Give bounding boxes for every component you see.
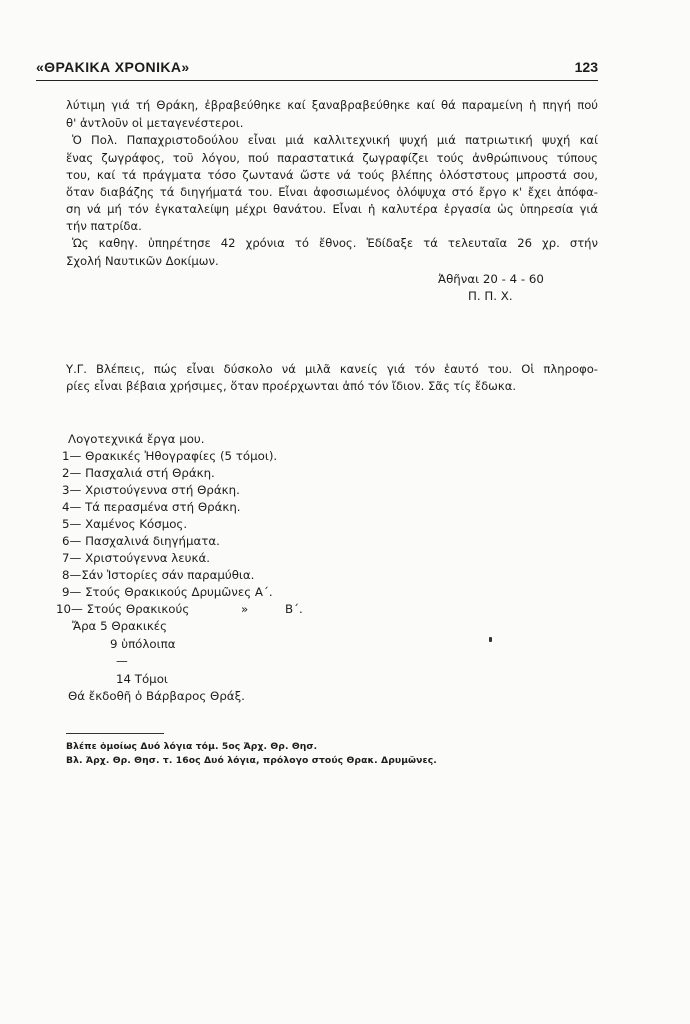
list-item xyxy=(62,483,240,497)
body-line: ὅταν διαβάζης τά διηγήματά του. Εἶναι ἀφοσιωμένος ὁλόψυχα στό ἔργο κ' ἔχει ἀπόφα- xyxy=(66,185,598,199)
signature-place-date: Ἀθῆναι 20 - 4 - 60 xyxy=(438,272,544,286)
item-number: 2— xyxy=(62,466,82,480)
works-publisher-note: Θά ἔκδοθῆ ὁ Βάρβαρος Θράξ. xyxy=(68,689,245,703)
item-number: 4— xyxy=(62,500,82,514)
sum-rule: — xyxy=(116,654,128,668)
item-title: Χριστούγεννα λευκά. xyxy=(85,551,210,565)
item-title: Θρακικές Ἠθογραφίες (5 τόμοι). xyxy=(85,449,278,463)
item-number: 5— xyxy=(62,517,82,531)
item-title: Στούς Θρακικούς Δρυμῶνες Α΄. xyxy=(85,585,273,599)
footnote: Βλ. Ἀρχ. Θρ. Θησ. τ. 16ος Δυό λόγια, πρόλογο στούς Θρακ. Δρυμῶνες. xyxy=(66,755,437,766)
list-item xyxy=(62,466,215,480)
item-number: 9— xyxy=(62,585,82,599)
item-title: Σάν Ἱστορίες σάν παραμύθια. xyxy=(81,568,255,582)
list-item xyxy=(62,517,187,531)
works-sum-line: 9 ὑπόλοιπα xyxy=(110,637,176,651)
ditto-mark: » xyxy=(241,602,249,616)
body-line: τήν πατρίδα. xyxy=(66,219,142,233)
list-item xyxy=(62,568,254,582)
signature-initials: Π. Π. Χ. xyxy=(468,289,513,303)
running-header xyxy=(36,56,598,81)
page-number: 123 xyxy=(574,59,598,75)
item-number: 10— xyxy=(56,602,83,616)
item-number: 3— xyxy=(62,483,82,497)
body-line: θ' ἀντλοῦν οἱ μεταγενέστεροι. xyxy=(66,116,244,130)
list-item xyxy=(62,534,220,548)
works-sum-line: Ἄρα 5 Θρακικές xyxy=(72,619,168,633)
item-number: 6— xyxy=(62,534,82,548)
running-title: «ΘΡΑΚΙΚΑ ΧΡΟΝΙΚΑ» xyxy=(36,59,190,75)
list-item xyxy=(62,551,210,565)
item-title: Τά περασμένα στή Θράκη. xyxy=(85,500,241,514)
volume-label: Β΄. xyxy=(285,602,303,616)
works-heading: Λογοτεχνικά ἔργα μου. xyxy=(68,432,205,446)
body-line: ση νά μή τόν ἐγκαταλείψη μέχρι θανάτου. Εἶναι ἡ καλυτέρα ἐργασία ὡς ὑπηρεσία γιά xyxy=(66,202,598,216)
body-line: του, καί τά πράγματα τόσο ζωντανά ὥστε νά τούς βλέπης ὁλόστστους μπροστά σου, xyxy=(66,168,598,182)
item-number: 7— xyxy=(62,551,82,565)
item-title: Στούς Θρακικούς xyxy=(86,602,190,616)
postscript-line: Υ.Γ. Βλέπεις, πώς εἶναι δύσκολο νά μιλᾶ κανείς γιά τόν ἑαυτό του. Οἱ πληροφο- xyxy=(66,362,598,376)
works-total: 14 Τόμοι xyxy=(116,672,168,686)
item-number: 1— xyxy=(62,449,82,463)
list-item xyxy=(56,602,189,616)
footnote: Βλέπε ὁμοίως Δυό λόγια τόμ. 5ος Ἀρχ. Θρ. Θησ. xyxy=(66,741,318,752)
scan-speck xyxy=(489,637,492,642)
body-line: λύτιμη γιά τή Θράκη, ἐβραβεύθηκε καί ξαναβραβεύθηκε καί θά παραμείνη ἡ πηγή πού xyxy=(66,98,598,112)
item-title: Χαμένος Κόσμος. xyxy=(85,517,188,531)
body-line: Ὡς καθηγ. ὑπηρέτησε 42 χρόνια τό ἔθνος. Ἐδίδαξε τά τελευταῖα 26 χρ. στήν xyxy=(72,236,598,250)
body-line: Ὁ Πολ. Παπαχριστοδούλου εἶναι μιά καλλιτεχνική ψυχή μιά πατριωτική ψυχή καί xyxy=(72,133,598,147)
footnote-rule xyxy=(66,733,164,734)
item-number: 8— xyxy=(62,568,82,582)
body-line: ἕνας ζωγράφος, τοῦ λόγου, πού παραστατικά ζωγραφίζει τούς ἀνθρώπινους τύπους xyxy=(66,151,598,165)
list-item xyxy=(62,449,277,463)
postscript-line: ρίες εἶναι βέβαια χρήσιμες, ὅταν προέρχωνται ἀπό τόν ἴδιον. Σᾶς τίς ἔδωκα. xyxy=(66,379,517,393)
item-title: Πασχαλιά στή Θράκη. xyxy=(85,466,215,480)
list-item xyxy=(62,500,241,514)
item-title: Πασχαλινά διηγήματα. xyxy=(85,534,220,548)
list-item xyxy=(62,585,273,599)
body-line: Σχολή Ναυτικῶν Δοκίμων. xyxy=(66,254,219,268)
item-title: Χριστούγεννα στή Θράκη. xyxy=(85,483,240,497)
